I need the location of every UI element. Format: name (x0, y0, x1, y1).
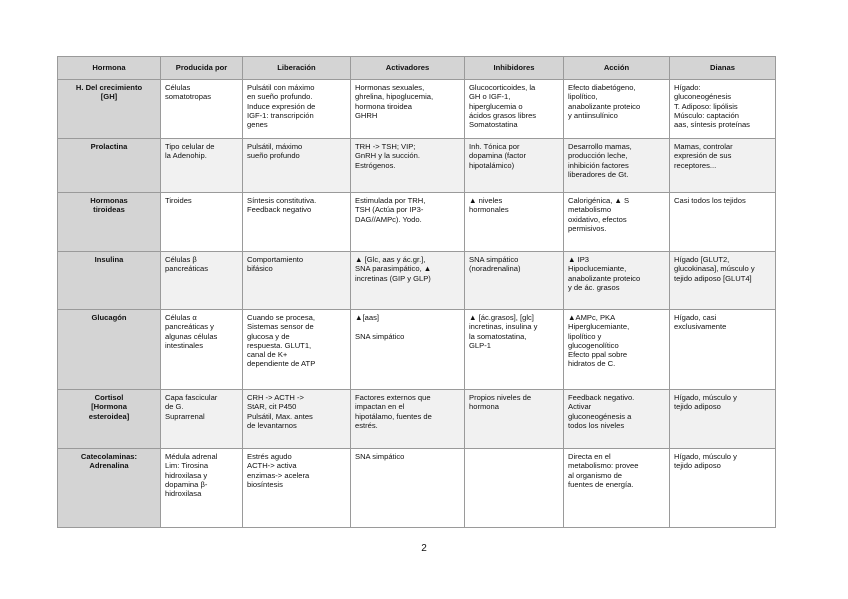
header-producida-por: Producida por (161, 57, 243, 80)
cell-activadores: Factores externos que impactan en el hipotálamo, fuentes de estrés. (351, 390, 465, 449)
cell-producida-por: Médula adrenal Lim: Tirosina hidroxilasa y dopamina β- hidroxilasa (161, 449, 243, 528)
cell-hormona: Prolactina (58, 139, 161, 193)
cell-producida-por: Células α pancreáticas y algunas células intestinales (161, 310, 243, 390)
cell-activadores: ▲ [Glc, aas y ác.gr.], SNA parasimpático, ▲ incretinas (GIP y GLP) (351, 252, 465, 310)
cell-dianas: Hígado, músculo y tejido adiposo (670, 449, 776, 528)
table-row (58, 252, 776, 310)
cell-hormona: Hormonas tiroideas (58, 193, 161, 252)
cell-inhibidores: SNA simpático (noradrenalina) (465, 252, 564, 310)
table-row (58, 390, 776, 449)
header-liberacion: Liberación (243, 57, 351, 80)
cell-inhibidores (465, 449, 564, 528)
header-hormona: Hormona (58, 57, 161, 80)
cell-dianas: Casi todos los tejidos (670, 193, 776, 252)
table-header-row (58, 57, 776, 80)
cell-liberacion: CRH -> ACTH -> StAR, cit P450 Pulsátil, Max. antes de levantarnos (243, 390, 351, 449)
cell-hormona: Cortisol [Hormona esteroidea] (58, 390, 161, 449)
cell-inhibidores: ▲ niveles hormonales (465, 193, 564, 252)
cell-activadores: Estimulada por TRH, TSH (Actúa por IP3- DAG//AMPc). Yodo. (351, 193, 465, 252)
cell-accion: Calorigénica, ▲ S metabolismo oxidativo, efectos permisivos. (564, 193, 670, 252)
cell-dianas: Mamas, controlar expresión de sus receptores... (670, 139, 776, 193)
cell-liberacion: Comportamiento bifásico (243, 252, 351, 310)
cell-hormona: Catecolaminas: Adrenalina (58, 449, 161, 528)
cell-activadores: SNA simpático (351, 449, 465, 528)
cell-accion: ▲ IP3 Hipoclucemiante, anabolizante proteico y de ác. grasos (564, 252, 670, 310)
cell-inhibidores: Propios niveles de hormona (465, 390, 564, 449)
cell-accion: Desarrollo mamas, producción leche, inhibición factores liberadores de Gt. (564, 139, 670, 193)
cell-accion: ▲AMPc, PKA Hiperglucemiante, lipolítico y glucogenolítico Efecto ppal sobre hidratos de C. (564, 310, 670, 390)
header-inhibidores: Inhibidores (465, 57, 564, 80)
cell-activadores: TRH -> TSH; VIP; GnRH y la succión. Estrógenos. (351, 139, 465, 193)
cell-inhibidores: Glucocorticoides, la GH o IGF-1, hiperglucemia o ácidos grasos libres Somatostatina (465, 80, 564, 139)
cell-accion: Feedback negativo. Activar gluconeogénesis a todos los niveles (564, 390, 670, 449)
cell-dianas: Hígado [GLUT2, glucokinasa], músculo y tejido adiposo [GLUT4] (670, 252, 776, 310)
cell-producida-por: Tiroides (161, 193, 243, 252)
cell-accion: Directa en el metabolismo: provee al organismo de fuentes de energía. (564, 449, 670, 528)
cell-hormona: H. Del crecimiento [GH] (58, 80, 161, 139)
cell-liberacion: Estrés agudo ACTH-> activa enzimas-> acelera biosíntesis (243, 449, 351, 528)
cell-liberacion: Cuando se procesa, Sistemas sensor de glucosa y de respuesta. GLUT1, canal de K+ dependiente de ATP (243, 310, 351, 390)
cell-hormona: Insulina (58, 252, 161, 310)
header-dianas: Dianas (670, 57, 776, 80)
cell-liberacion: Síntesis constitutiva. Feedback negativo (243, 193, 351, 252)
cell-liberacion: Pulsátil con máximo en sueño profundo. Induce expresión de IGF-1: transcripción genes (243, 80, 351, 139)
hormone-table (57, 56, 776, 528)
cell-hormona: Glucagón (58, 310, 161, 390)
cell-producida-por: Capa fascicular de G. Suprarrenal (161, 390, 243, 449)
page-number: 2 (421, 543, 427, 554)
table-row (58, 139, 776, 193)
cell-activadores: Hormonas sexuales, ghrelina, hipoglucemia, hormona tiroidea GHRH (351, 80, 465, 139)
cell-liberacion: Pulsátil, máximo sueño profundo (243, 139, 351, 193)
cell-producida-por: Células β pancreáticas (161, 252, 243, 310)
cell-inhibidores: ▲ [ác.grasos], [glc] incretinas, insulina y la somatostatina, GLP-1 (465, 310, 564, 390)
table-row (58, 193, 776, 252)
cell-producida-por: Tipo celular de la Adenohip. (161, 139, 243, 193)
cell-dianas: Hígado, músculo y tejido adiposo (670, 390, 776, 449)
cell-dianas: Hígado: gluconeogénesis T. Adiposo: lipólisis Músculo: captación aas, síntesis proteínas (670, 80, 776, 139)
cell-inhibidores: Inh. Tónica por dopamina (factor hipotalámico) (465, 139, 564, 193)
table-row (58, 449, 776, 528)
table-row (58, 310, 776, 390)
table-row (58, 80, 776, 139)
cell-activadores: ▲[aas] SNA simpático (351, 310, 465, 390)
cell-dianas: Hígado, casi exclusivamente (670, 310, 776, 390)
header-activadores: Activadores (351, 57, 465, 80)
cell-producida-por: Células somatotropas (161, 80, 243, 139)
cell-accion: Efecto diabetógeno, lipolítico, anabolizante proteico y antiinsulínico (564, 80, 670, 139)
header-accion: Acción (564, 57, 670, 80)
